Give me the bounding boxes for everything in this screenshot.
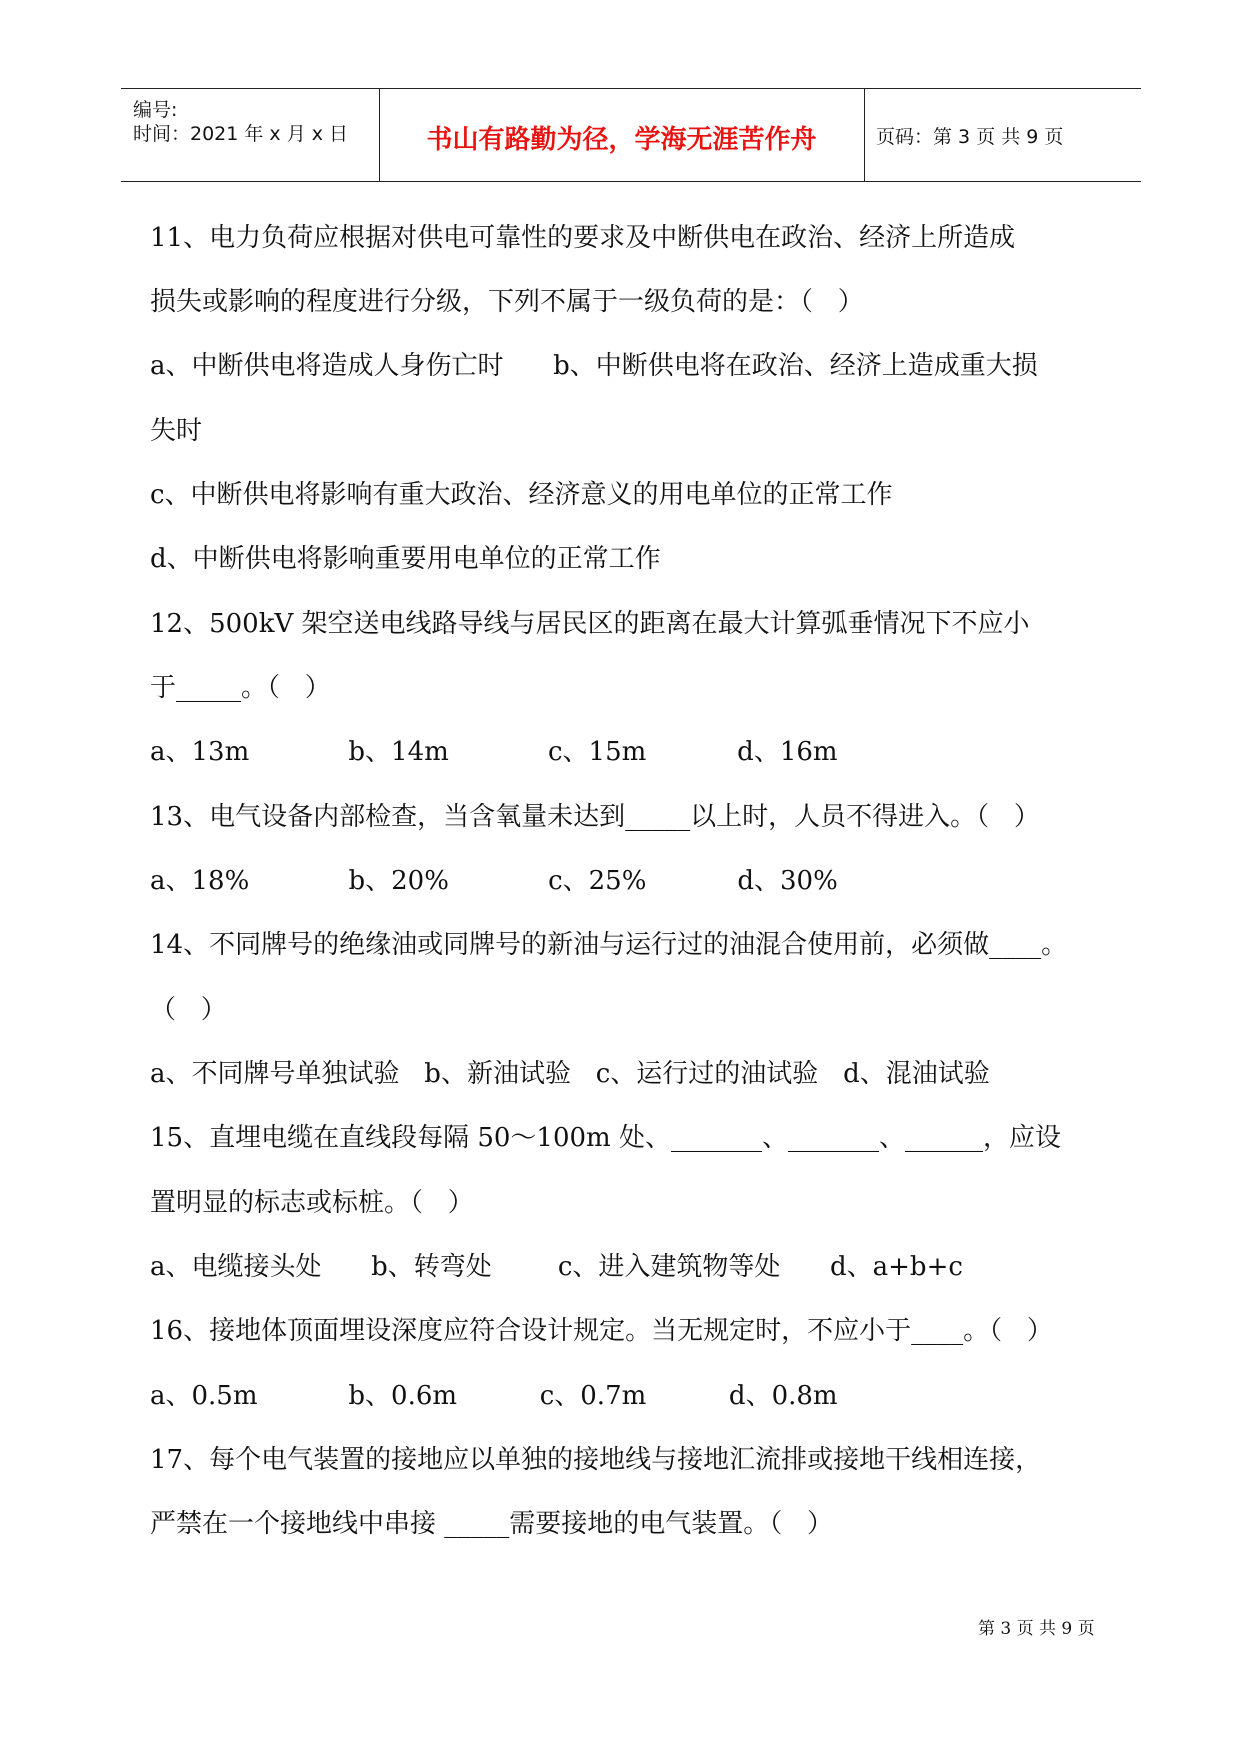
text-line: a、13m b、14m c、15m d、16m bbox=[150, 737, 838, 767]
header-page-cell bbox=[864, 89, 1141, 181]
document-number-label: 编号: bbox=[133, 99, 178, 121]
text-line: a、0.5m b、0.6m c、0.7m d、0.8m bbox=[150, 1381, 838, 1411]
text-line: 16、接地体顶面埋设深度应符合设计规定。当无规定时，不应小于____。（ ） bbox=[150, 1316, 1053, 1346]
text-line: 于_____。（ ） bbox=[150, 673, 331, 703]
text-line: 失时 bbox=[150, 416, 203, 446]
text-line: d、中断供电将影响重要用电单位的正常工作 bbox=[150, 544, 661, 574]
text-line: 13、电气设备内部检查，当含氧量未达到_____以上时，人员不得进入。（ ） bbox=[150, 802, 1040, 832]
text-line: 11、电力负荷应根据对供电可靠性的要求及中断供电在政治、经济上所造成 bbox=[150, 223, 1016, 253]
header-motto-cell bbox=[379, 89, 865, 181]
text-line: （ ） bbox=[150, 995, 227, 1025]
text-line: a、电缆接头处 b、转弯处 c、进入建筑物等处 d、a+b+c bbox=[150, 1252, 963, 1282]
text-line: c、中断供电将影响有重大政治、经济意义的用电单位的正常工作 bbox=[150, 480, 893, 510]
text-line: 15、直埋电缆在直线段每隔 50～100m 处、_______、_______、______，应设 bbox=[150, 1123, 1061, 1153]
text-line: 严禁在一个接地线中串接 _____需要接地的电气装置。（ ） bbox=[150, 1509, 834, 1539]
text-line: 12、500kV 架空送电线路导线与居民区的距离在最大计算弧垂情况下不应小 bbox=[150, 609, 1030, 639]
text-line: 置明显的标志或标桩。（ ） bbox=[150, 1188, 474, 1218]
text-line: 17、每个电气装置的接地应以单独的接地线与接地汇流排或接地干线相连接， bbox=[150, 1445, 1042, 1475]
header-page-info: 页码：第 3 页 共 9 页 bbox=[876, 126, 1064, 148]
text-line: 损失或影响的程度进行分级，下列不属于一级负荷的是：（ ） bbox=[150, 287, 864, 317]
text-line: 14、不同牌号的绝缘油或同牌号的新油与运行过的油混合使用前，必须做____。 bbox=[150, 930, 1068, 960]
text-line: a、不同牌号单独试验 b、新油试验 c、运行过的油试验 d、混油试验 bbox=[150, 1059, 990, 1089]
header-meta bbox=[121, 89, 380, 181]
header-motto: 书山有路勤为径，学海无涯苦作舟 bbox=[426, 125, 817, 155]
document-time-label: 时间：2021 年 x 月 x 日 bbox=[133, 123, 349, 145]
document-header bbox=[121, 88, 1141, 182]
text-line: a、中断供电将造成人身伤亡时 b、中断供电将在政治、经济上造成重大损 bbox=[150, 351, 1038, 381]
text-line: a、18% b、20% c、25% d、30% bbox=[150, 866, 838, 896]
page-footer: 第 3 页 共 9 页 bbox=[978, 1619, 1095, 1639]
